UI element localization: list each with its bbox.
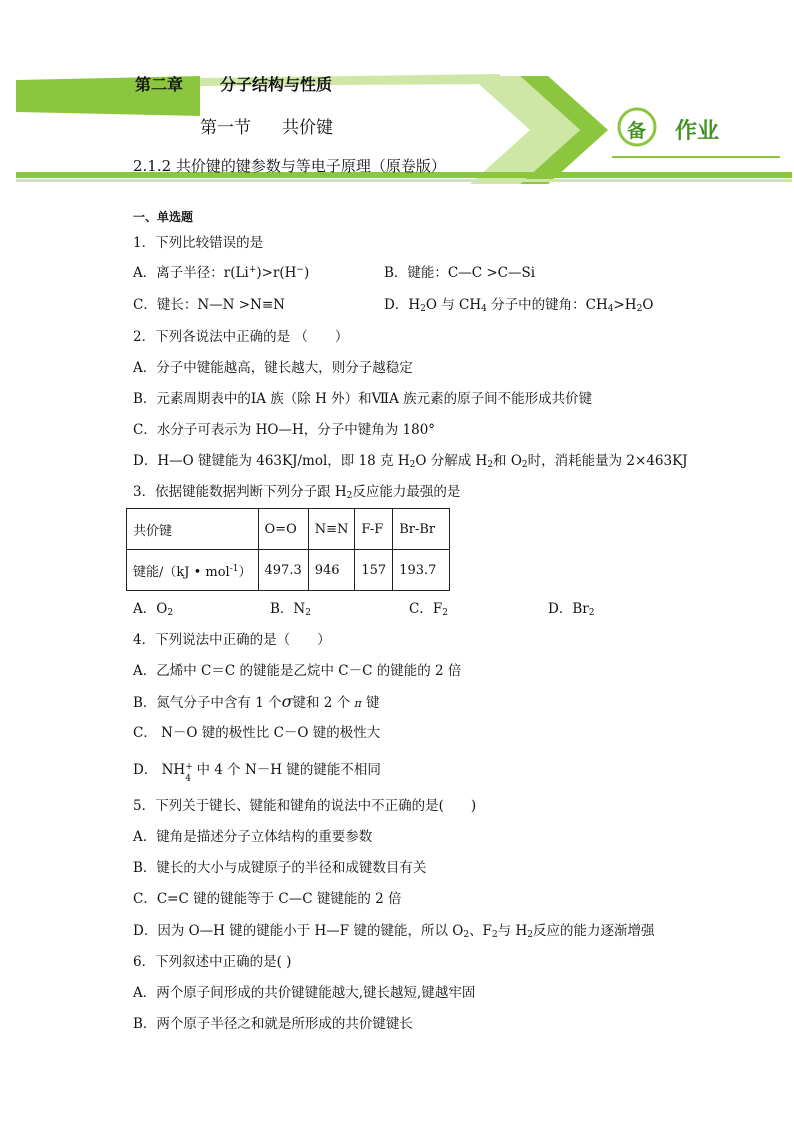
q4-stem: 4．下列说法中正确的是（ ）: [133, 632, 331, 648]
q5-option-a: A．键角是描述分子立体结构的重要参数: [133, 829, 373, 845]
q6-option-b: B．两个原子半径之和就是所形成的共价键键长: [133, 1016, 413, 1032]
q3-option-a: A．$O_2$: [133, 601, 174, 618]
q6-option-a: A．两个原子间形成的共价键键能越大,键长越短,键越牢固: [133, 985, 476, 1001]
badge-char: 备: [627, 120, 647, 142]
q4-option-b: B．氮气分子中含有 1 个σ键和 2 个 π 键: [133, 692, 380, 711]
lesson-title: 2.1.2 共价键的键参数与等电子原理（原卷版）: [133, 157, 446, 175]
chapter-title: 分子结构与性质: [220, 75, 333, 94]
table-cell: 946: [308, 550, 355, 591]
bond-energy-table: [126, 508, 450, 591]
q3-stem: 3．依据键能数据判断下列分子跟 $H_2$反应能力最强的是: [133, 484, 461, 501]
q5-stem: 5．下列关于键长、键能和键角的说法中不正确的是( ): [133, 798, 477, 814]
q2-option-d: D．H—O 键键能为 463KJ/mol，即 18 克 $H_2O$ 分解成 $H_2$和 $O_2$时，消耗能量为 2×463KJ: [133, 453, 688, 470]
q1-stem: 1．下列比较错误的是: [133, 235, 264, 251]
banner-bottom-stripe-light: [16, 179, 792, 182]
section-heading: 一、单选题: [133, 210, 194, 224]
banner-right-line: [612, 156, 780, 158]
q5-option-b: B．键长的大小与成键原子的半径和成键数目有关: [133, 860, 427, 876]
q1-option-c: C．键长：N—N >N≡N: [133, 297, 285, 313]
chapter-label: 第二章: [135, 75, 184, 94]
q4-option-a: A．乙烯中 C＝C 的键能是乙烷中 C－C 的键能的 2 倍: [133, 663, 462, 679]
table-cell: 193.7: [393, 550, 450, 591]
table-cell: F-F: [355, 509, 393, 550]
q4-option-d: D． NH + 4 中 4 个 N－H 键的键能不相同: [133, 761, 381, 784]
table-cell: O=O: [258, 509, 308, 550]
q3-option-d: D．$Br_2$: [548, 601, 595, 618]
q2-option-a: A．分子中键能越高，键长越大，则分子越稳定: [133, 360, 413, 376]
q5-option-c: C．C=C 键的键能等于 C—C 键键能的 2 倍: [133, 891, 402, 907]
table-cell: 键能/（kJ • mol$^{-1}$）: [127, 550, 259, 591]
q1-option-b: B．键能：C—C >C—Si: [384, 265, 536, 281]
table-cell: Br-Br: [393, 509, 450, 550]
section-title: 共价键: [282, 118, 333, 138]
q1-option-a: A．离子半径：r(Li+)>r(H−): [133, 265, 310, 281]
q3-option-c: C．$F_2$: [409, 601, 448, 618]
q6-stem: 6．下列叙述中正确的是( ): [133, 954, 292, 970]
q2-stem: 2．下列各说法中正确的是 （ ）: [133, 329, 349, 345]
q2-option-c: C．水分子可表示为 HO—H，分子中键角为 180°: [133, 422, 436, 438]
table-cell: 157: [355, 550, 393, 591]
q4-option-c: C． N－O 键的极性比 C－O 键的极性大: [133, 725, 381, 741]
table-cell: 497.3: [258, 550, 308, 591]
q1-option-d: D．$H_2O$ 与 $CH_4$ 分子中的键角：$CH_4>H_2O$: [384, 297, 654, 314]
table-row: [127, 509, 450, 550]
q3-option-b: B．$N_2$: [270, 601, 311, 618]
table-cell: 共价键: [127, 509, 259, 550]
table-cell: N≡N: [308, 509, 355, 550]
q5-option-d: D．因为 O—H 键的键能小于 H—F 键的键能，所以 $O_2$、$F_2$与 $H_2$反应的能力逐渐增强: [133, 923, 655, 940]
table-row: [127, 550, 450, 591]
badge-label: 作业: [675, 119, 720, 144]
section-label: 第一节: [200, 118, 251, 138]
q2-option-b: B．元素周期表中的ⅠA 族（除 H 外）和ⅦA 族元素的原子间不能形成共价键: [133, 391, 593, 407]
